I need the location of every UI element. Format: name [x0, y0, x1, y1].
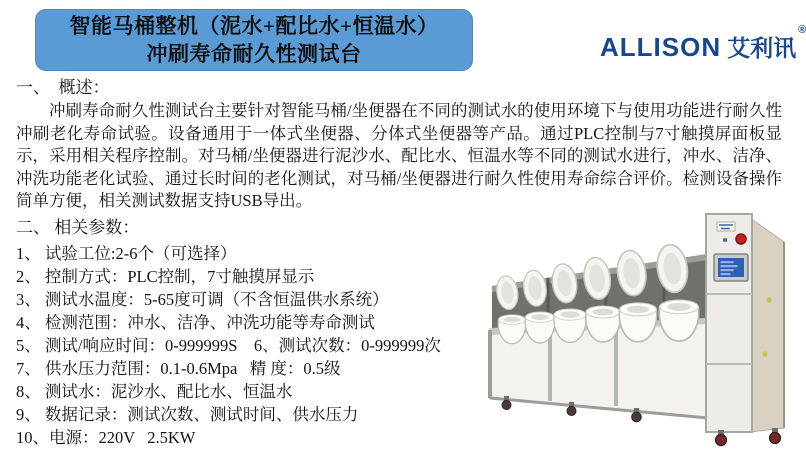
param-item-2: 2、 控制方式：PLC控制，7寸触摸屏显示 — [16, 266, 315, 286]
logo-chinese-name: 艾利讯 — [727, 35, 797, 61]
equipment-photo — [478, 204, 800, 450]
param-item-4: 4、 检测范围：冲水、洁净、冲洗功能等寿命测试 — [16, 312, 375, 332]
param-item-9: 9、 数据记录：测试次数、测试时间、供水压力 — [16, 404, 359, 424]
logo-wordmark: ALLISON — [600, 32, 722, 62]
param-item-3: 3、 测试水温度：5-65度可调（不含恒温供水系统） — [16, 289, 389, 309]
emergency-stop-button — [736, 234, 746, 244]
parameters-heading: 二、 相关参数： — [16, 217, 140, 237]
nameplate-label — [717, 222, 735, 231]
control-cabinet — [706, 214, 752, 432]
parameter-list — [16, 242, 496, 449]
title-banner — [35, 9, 473, 71]
page-title-line-1: 智能马桶整机（泥水+配比水+恒温水） — [69, 14, 439, 38]
param-item-10: 10、电源：220V 2.5KW — [16, 427, 196, 447]
param-item-8: 8、 测试水：泥沙水、配比水、恒温水 — [16, 381, 293, 401]
label-tag — [766, 297, 771, 302]
brand-logo — [600, 24, 806, 63]
overview-heading: 一、 概述： — [16, 78, 110, 97]
cabinet-side-panel — [750, 218, 784, 432]
param-item-5-6: 5、 测试/响应时间：0-999999S 6、测试次数：0-999999次 — [16, 335, 441, 355]
overview-paragraph: 冲刷寿命耐久性测试台主要针对智能马桶/坐便器在不同的测试水的使用环境下与使用功能进行耐久性冲刷老化寿命试验。设备通用于一体式坐便器、分体式坐便器等产品。通过PLC控制与7寸触摸屏面板显示，采用相关程序控制。对马桶/坐便器进行泥沙水、配比水、恒温水等不同的测试水进行，冲水、洁净、冲洗功能老化试验、通过长时间的老化测试，对马桶/坐便器进行耐久性使用寿命综合评价。检测设备操作简单方便，相关测试数据支持USB导出。 — [16, 101, 782, 210]
page-title-line-2: 冲刷寿命耐久性测试台 — [146, 42, 362, 66]
registered-trademark-icon: ® — [798, 24, 806, 36]
indicator-light — [723, 238, 727, 242]
label-tag — [762, 351, 767, 356]
param-item-7: 7、 供水压力范围：0.1-0.6Mpa 精 度：0.5级 — [16, 358, 341, 378]
param-item-1: 1、 试验工位:2-6个（可选择） — [16, 243, 237, 263]
